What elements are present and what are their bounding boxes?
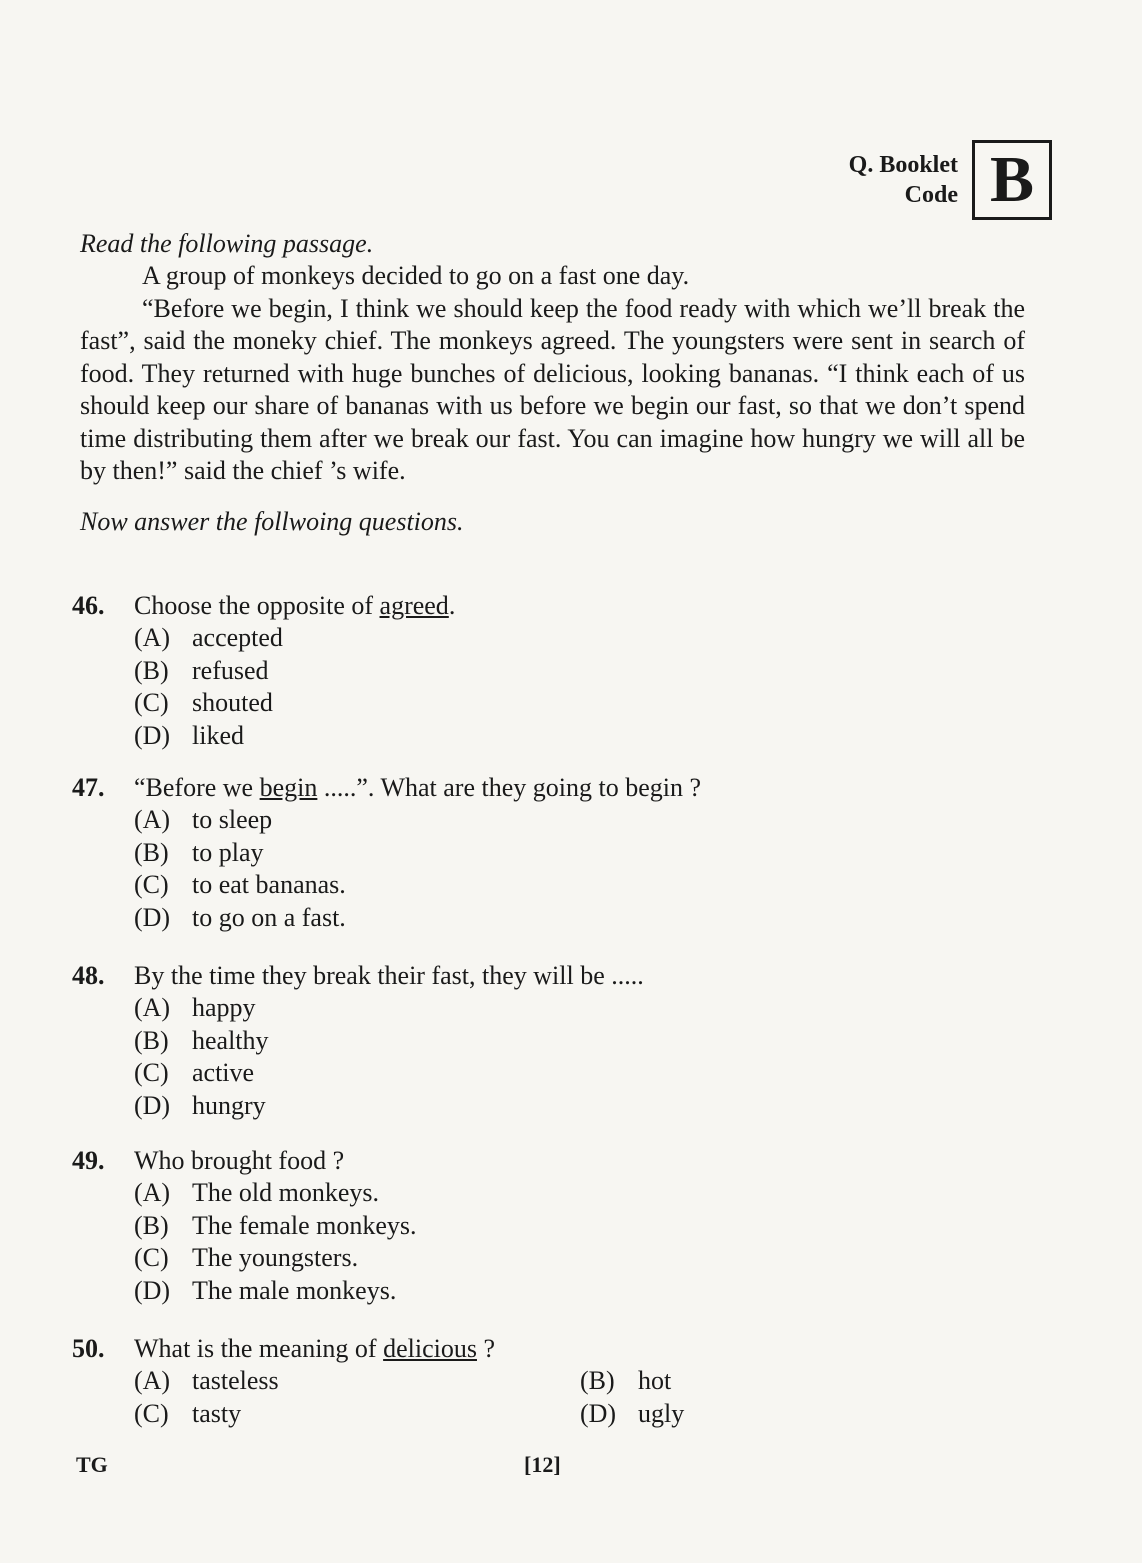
option-text: accepted — [192, 623, 283, 652]
option-text: happy — [192, 993, 256, 1022]
option-letter: (C) — [134, 688, 169, 717]
option-letter: (D) — [134, 902, 171, 932]
option-text: to eat bananas. — [192, 870, 346, 899]
option-text: hot — [638, 1366, 672, 1395]
option — [134, 902, 972, 935]
option-letter: (C) — [134, 870, 169, 899]
option-text: hungry — [192, 1090, 266, 1120]
option-letter: (B) — [134, 837, 169, 867]
question-number: 48. — [72, 961, 105, 990]
underlined-word: delicious — [383, 1334, 477, 1363]
option-letter: (A) — [134, 805, 171, 834]
footer-code: TG — [76, 1452, 108, 1477]
option-text: tasteless — [192, 1366, 279, 1395]
booklet-code-box: B — [972, 140, 1052, 220]
option — [134, 1057, 972, 1090]
question-48 — [72, 960, 972, 1122]
question-number: 50. — [72, 1334, 105, 1363]
booklet-code-block — [849, 140, 1052, 220]
option-letter: (D) — [134, 720, 171, 750]
underlined-word: agreed — [379, 591, 449, 620]
option-letter: (D) — [134, 1090, 171, 1120]
booklet-label-line2: Code — [904, 182, 958, 208]
option-text: refused — [192, 655, 269, 685]
option-text: liked — [192, 720, 244, 750]
option-letter: (D) — [580, 1398, 617, 1428]
option-letter: (B) — [134, 1210, 169, 1240]
option-text: to play — [192, 837, 264, 867]
option-letter: (C) — [134, 1398, 169, 1428]
option — [134, 1242, 972, 1275]
option — [580, 1365, 880, 1398]
question-46 — [72, 590, 972, 752]
option-letter: (A) — [134, 1366, 171, 1395]
question-50 — [72, 1333, 972, 1430]
option-letter: (C) — [134, 1243, 169, 1272]
option — [134, 687, 972, 720]
option — [134, 622, 972, 655]
option — [134, 1275, 972, 1308]
option-letter: (C) — [134, 1058, 169, 1087]
option — [134, 1210, 972, 1243]
option-text: healthy — [192, 1025, 269, 1055]
options-grid — [134, 1365, 972, 1430]
passage-paragraph: “Before we begin, I think we should keep the food ready with which we’ll break the fast”, said the moneky chief. The monkeys agreed. The youngsters were sent in search of food. They returned with huge bunches of delicious, looking bananas. “I think each of us should keep our share of bananas with us before we begin our fast, so that we don’t spend time distributing them after we break our fast. You can imagine how hungry we will all be by then!” said the chief ’s wife. — [80, 293, 1025, 485]
option — [134, 869, 972, 902]
option-text: The youngsters. — [192, 1243, 359, 1272]
option — [134, 655, 972, 688]
option — [134, 1090, 972, 1123]
option-letter: (B) — [134, 655, 169, 685]
question-number: 49. — [72, 1146, 105, 1175]
option — [134, 804, 972, 837]
page-number: [12] — [524, 1452, 561, 1477]
question-text: By the time they break their fast, they will be ..... — [134, 961, 644, 990]
passage-paragraph: A group of monkeys decided to go on a fast one day. — [142, 261, 690, 290]
question-49 — [72, 1145, 972, 1307]
option — [134, 1398, 580, 1431]
option-letter: (D) — [134, 1275, 171, 1305]
option-text: The male monkeys. — [192, 1275, 397, 1305]
option-letter: (B) — [580, 1366, 615, 1395]
option — [134, 720, 972, 753]
question-text: “Before we begin .....”. What are they going to begin ? — [134, 773, 702, 802]
question-number: 46. — [72, 591, 105, 620]
question-number: 47. — [72, 773, 105, 802]
option-text: tasty — [192, 1398, 242, 1428]
option-letter: (A) — [134, 623, 171, 652]
option — [134, 1365, 580, 1398]
underlined-word: begin — [259, 773, 318, 802]
question-text: What is the meaning of delicious ? — [134, 1334, 496, 1363]
option-text: ugly — [638, 1398, 685, 1428]
passage — [80, 260, 1025, 488]
booklet-label-line1: Q. Booklet — [848, 152, 958, 178]
option-text: to go on a fast. — [192, 902, 346, 932]
option-letter: (A) — [134, 1178, 171, 1207]
option — [134, 992, 972, 1025]
passage-section — [80, 228, 1025, 538]
option — [134, 1177, 972, 1210]
option — [134, 837, 972, 870]
option — [580, 1398, 880, 1431]
questions-instruction: Now answer the follwoing questions. — [80, 506, 464, 536]
option-text: to sleep — [192, 805, 273, 834]
option-letter: (B) — [134, 1025, 169, 1055]
option-text: shouted — [192, 688, 273, 717]
question-text: Who brought food ? — [134, 1146, 345, 1175]
passage-instruction: Read the following passage. — [80, 229, 374, 258]
option-text: active — [192, 1058, 255, 1087]
option-letter: (A) — [134, 993, 171, 1022]
option — [134, 1025, 972, 1058]
option-text: The female monkeys. — [192, 1210, 417, 1240]
booklet-label — [849, 150, 958, 210]
question-text: Choose the opposite of agreed. — [134, 591, 456, 620]
option-text: The old monkeys. — [192, 1178, 380, 1207]
question-47 — [72, 772, 972, 934]
